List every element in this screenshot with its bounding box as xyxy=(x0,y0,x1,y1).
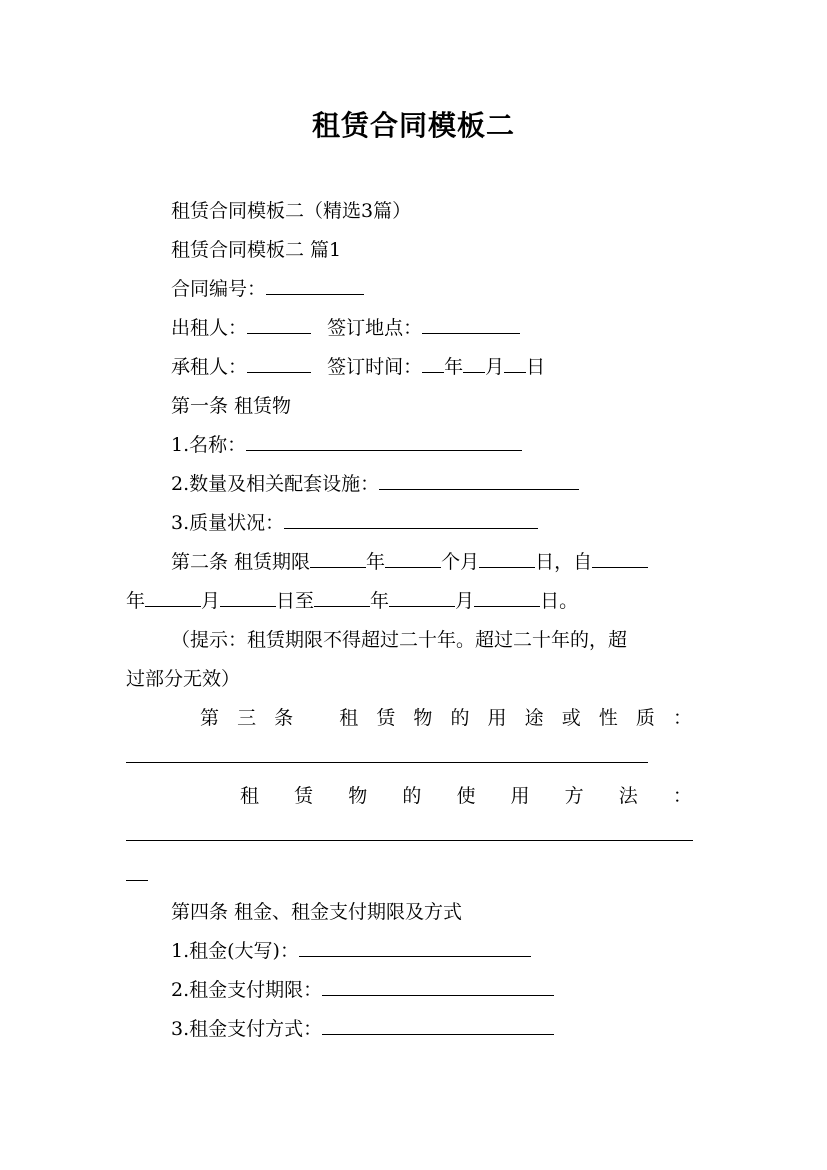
rent-term-line xyxy=(171,977,554,1003)
term-years-text: 年 xyxy=(366,551,386,573)
document-title: 租赁合同模板二 xyxy=(311,109,515,142)
contract-number-label: 合同编号： xyxy=(171,278,267,300)
usage-method-char: 使 xyxy=(456,785,476,807)
term-years-blank xyxy=(310,549,366,568)
end-year-blank xyxy=(314,588,370,607)
item-name-label: 1.名称： xyxy=(171,434,247,456)
article-3-char: 用 xyxy=(487,707,507,729)
lessee-blank xyxy=(247,354,311,373)
contract-number-blank xyxy=(266,276,364,295)
usage-method-char: 用 xyxy=(510,785,530,807)
usage-method-char: 的 xyxy=(402,785,422,807)
rent-term-blank xyxy=(322,977,554,996)
article-3-char: ： xyxy=(672,707,692,729)
rent-amount-blank xyxy=(299,938,531,957)
rent-amount-line xyxy=(171,938,531,964)
item-name-blank xyxy=(246,432,522,451)
item-quality-label: 3.质量状况： xyxy=(171,512,285,534)
rent-term-label: 2.租金支付期限： xyxy=(171,979,323,1001)
start-day-blank xyxy=(220,588,276,607)
end-year-text: 年 xyxy=(370,590,390,612)
item-name-line xyxy=(171,432,522,458)
lessor-line xyxy=(171,315,520,341)
part-heading: 租赁合同模板二 篇1 xyxy=(171,239,342,261)
sign-place-label: 签订地点： xyxy=(327,317,423,339)
term-months-text: 个月 xyxy=(441,551,480,573)
term-days-blank xyxy=(479,549,535,568)
sign-place-blank xyxy=(422,315,520,334)
rent-method-label: 3.租金支付方式： xyxy=(171,1018,323,1040)
end-month-text: 月 xyxy=(455,590,475,612)
lessee-line xyxy=(171,354,545,380)
article-1-heading: 第一条 租赁物 xyxy=(171,395,292,417)
end-day-text: 日。 xyxy=(540,590,579,612)
item-quantity-label: 2.数量及相关配套设施： xyxy=(171,473,380,495)
item-quality-line xyxy=(171,510,538,536)
usage-blank xyxy=(126,762,648,763)
article-3-char: 第 xyxy=(200,707,220,729)
contract-number-line xyxy=(171,276,364,302)
article-4-heading: 第四条 租金、租金支付期限及方式 xyxy=(171,901,463,923)
article-3-char: 或 xyxy=(561,707,581,729)
end-month-blank xyxy=(389,588,455,607)
sign-time-label: 签订时间： xyxy=(327,356,423,378)
start-month-text: 月 xyxy=(201,590,221,612)
hint-line-2: 过部分无效） xyxy=(126,668,241,690)
subtitle: 租赁合同模板二（精选3篇） xyxy=(171,200,412,222)
start-year-blank xyxy=(592,549,648,568)
start-month-blank xyxy=(145,588,201,607)
lessor-label: 出租人： xyxy=(171,317,248,339)
sign-day-text: 日 xyxy=(526,356,546,378)
start-to-text: 日至 xyxy=(276,590,315,612)
usage-method-char: ： xyxy=(672,785,692,807)
hint-line-1: （提示：租赁期限不得超过二十年。超过二十年的，超 xyxy=(171,629,628,651)
article-2-line-2 xyxy=(126,588,578,614)
rent-method-line xyxy=(171,1016,554,1042)
usage-method-blank-2 xyxy=(126,880,148,881)
start-year-text: 年 xyxy=(126,590,146,612)
article-3-char: 物 xyxy=(413,707,433,729)
rent-amount-label: 1.租金(大写)： xyxy=(171,940,299,962)
usage-method-char: 法 xyxy=(618,785,638,807)
usage-method-char: 方 xyxy=(564,785,584,807)
usage-method-heading xyxy=(240,783,692,809)
article-3-char: 质 xyxy=(635,707,655,729)
term-days-text: 日，自 xyxy=(535,551,593,573)
article-3-char: 性 xyxy=(598,707,618,729)
item-quality-blank xyxy=(284,510,538,529)
article-3-char: 三 xyxy=(237,707,257,729)
sign-day-blank xyxy=(504,354,526,373)
article-2-label: 第二条 租赁期限 xyxy=(171,551,311,573)
item-quantity-line xyxy=(171,471,579,497)
item-quantity-blank xyxy=(379,471,579,490)
usage-method-char: 物 xyxy=(348,785,368,807)
rent-method-blank xyxy=(322,1016,554,1035)
lessee-label: 承租人： xyxy=(171,356,248,378)
term-months-blank xyxy=(385,549,441,568)
usage-method-char: 租 xyxy=(240,785,260,807)
article-3-char: 条 xyxy=(274,707,294,729)
lessor-blank xyxy=(247,315,311,334)
article-3-char: 赁 xyxy=(376,707,396,729)
sign-month-blank xyxy=(463,354,485,373)
end-day-blank xyxy=(474,588,540,607)
article-2-line-1 xyxy=(171,549,648,575)
sign-year-text: 年 xyxy=(444,356,464,378)
sign-year-blank xyxy=(422,354,444,373)
article-3-char: 租 xyxy=(339,707,359,729)
sign-month-text: 月 xyxy=(485,356,505,378)
article-3-char: 途 xyxy=(524,707,544,729)
usage-method-blank-1 xyxy=(126,840,693,841)
article-3-char: 的 xyxy=(450,707,470,729)
article-3-heading xyxy=(200,705,692,731)
usage-method-char: 赁 xyxy=(294,785,314,807)
